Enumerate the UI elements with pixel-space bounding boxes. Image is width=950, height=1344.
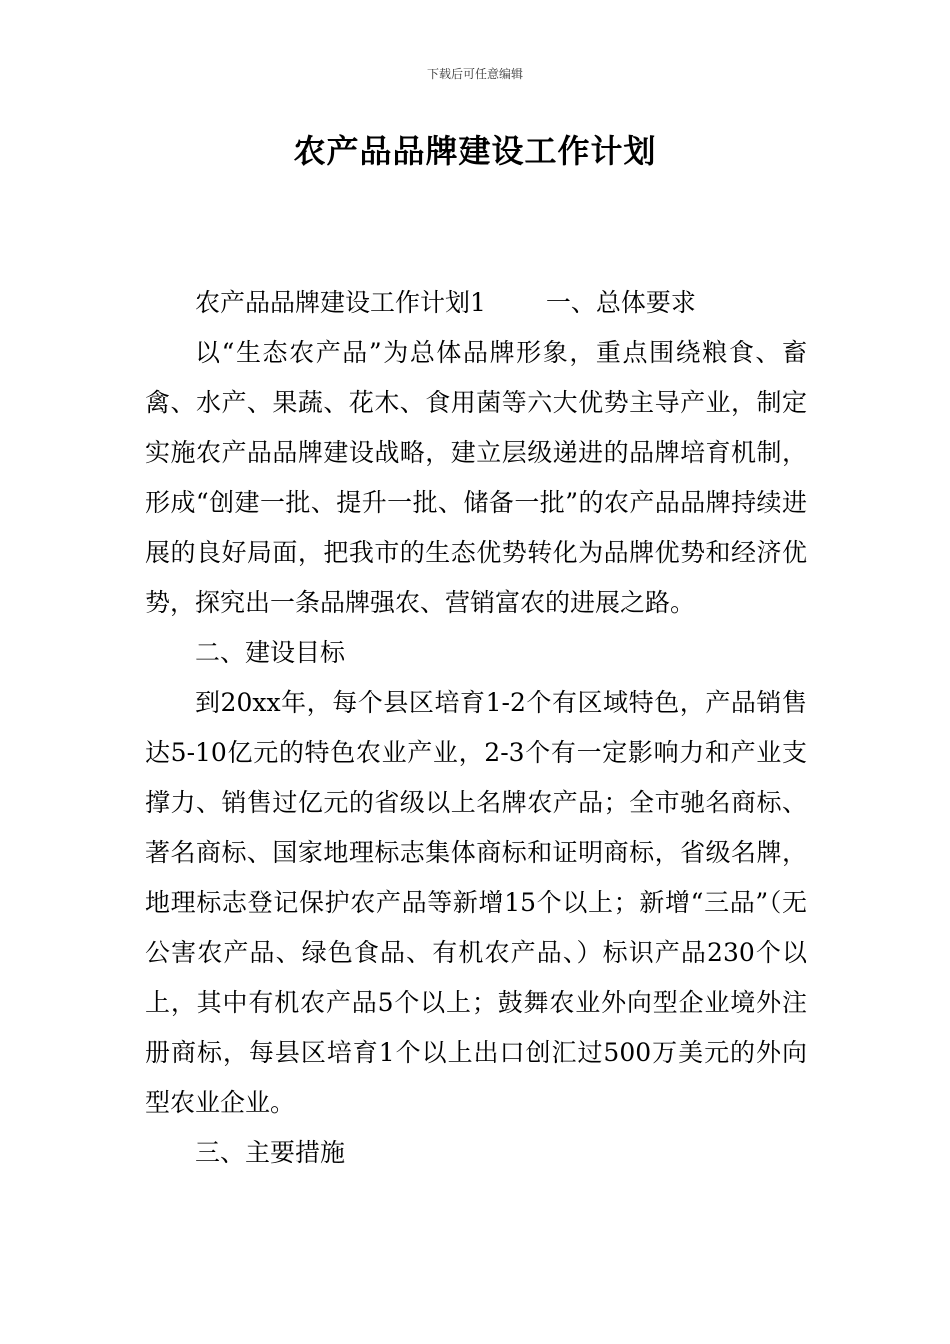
section3-heading: 三、主要措施 — [195, 1138, 346, 1167]
document-title: 农产品品牌建设工作计划 — [293, 132, 657, 170]
section2-heading: 二、建设目标 — [195, 638, 346, 667]
section1-heading: 一、总体要求 — [545, 288, 696, 317]
section1-paragraph: 以“生态农产品”为总体品牌形象，重点围绕粮食、畜禽、水产、果蔬、花木、食用菌等六大优势主导产业，制定实施农产品品牌建设战略，建立层级递进的品牌培育机制，形成“创建一批、提升一批、储备一批”的农产品品牌持续进展的良好局面，把我市的生态优势转化为品牌优势和经济优势，探究出一条品牌强农、营销富农的进展之路。 — [145, 338, 807, 617]
plan-intro-line — [145, 278, 807, 328]
section2-paragraph: 到20xx年，每个县区培育1-2个有区域特色，产品销售达5-10亿元的特色农业产业，2-3个有一定影响力和产业支撑力、销售过亿元的省级以上名牌农产品；全市驰名商标、著名商标、国家地理标志集体商标和证明商标，省级名牌，地理标志登记保护农产品等新增15个以上；新增“三品”（无公害农产品、绿色食品、有机农产品、）标识产品230个以上，其中有机农产品5个以上；鼓舞农业外向型企业境外注册商标，每县区培育1个以上出口创汇过500万美元的外向型农业企业。 — [145, 688, 807, 1117]
plan-label: 农产品品牌建设工作计划1 — [195, 288, 486, 317]
header-note: 下载后可任意编辑 — [426, 67, 523, 81]
document-body — [145, 278, 807, 1178]
